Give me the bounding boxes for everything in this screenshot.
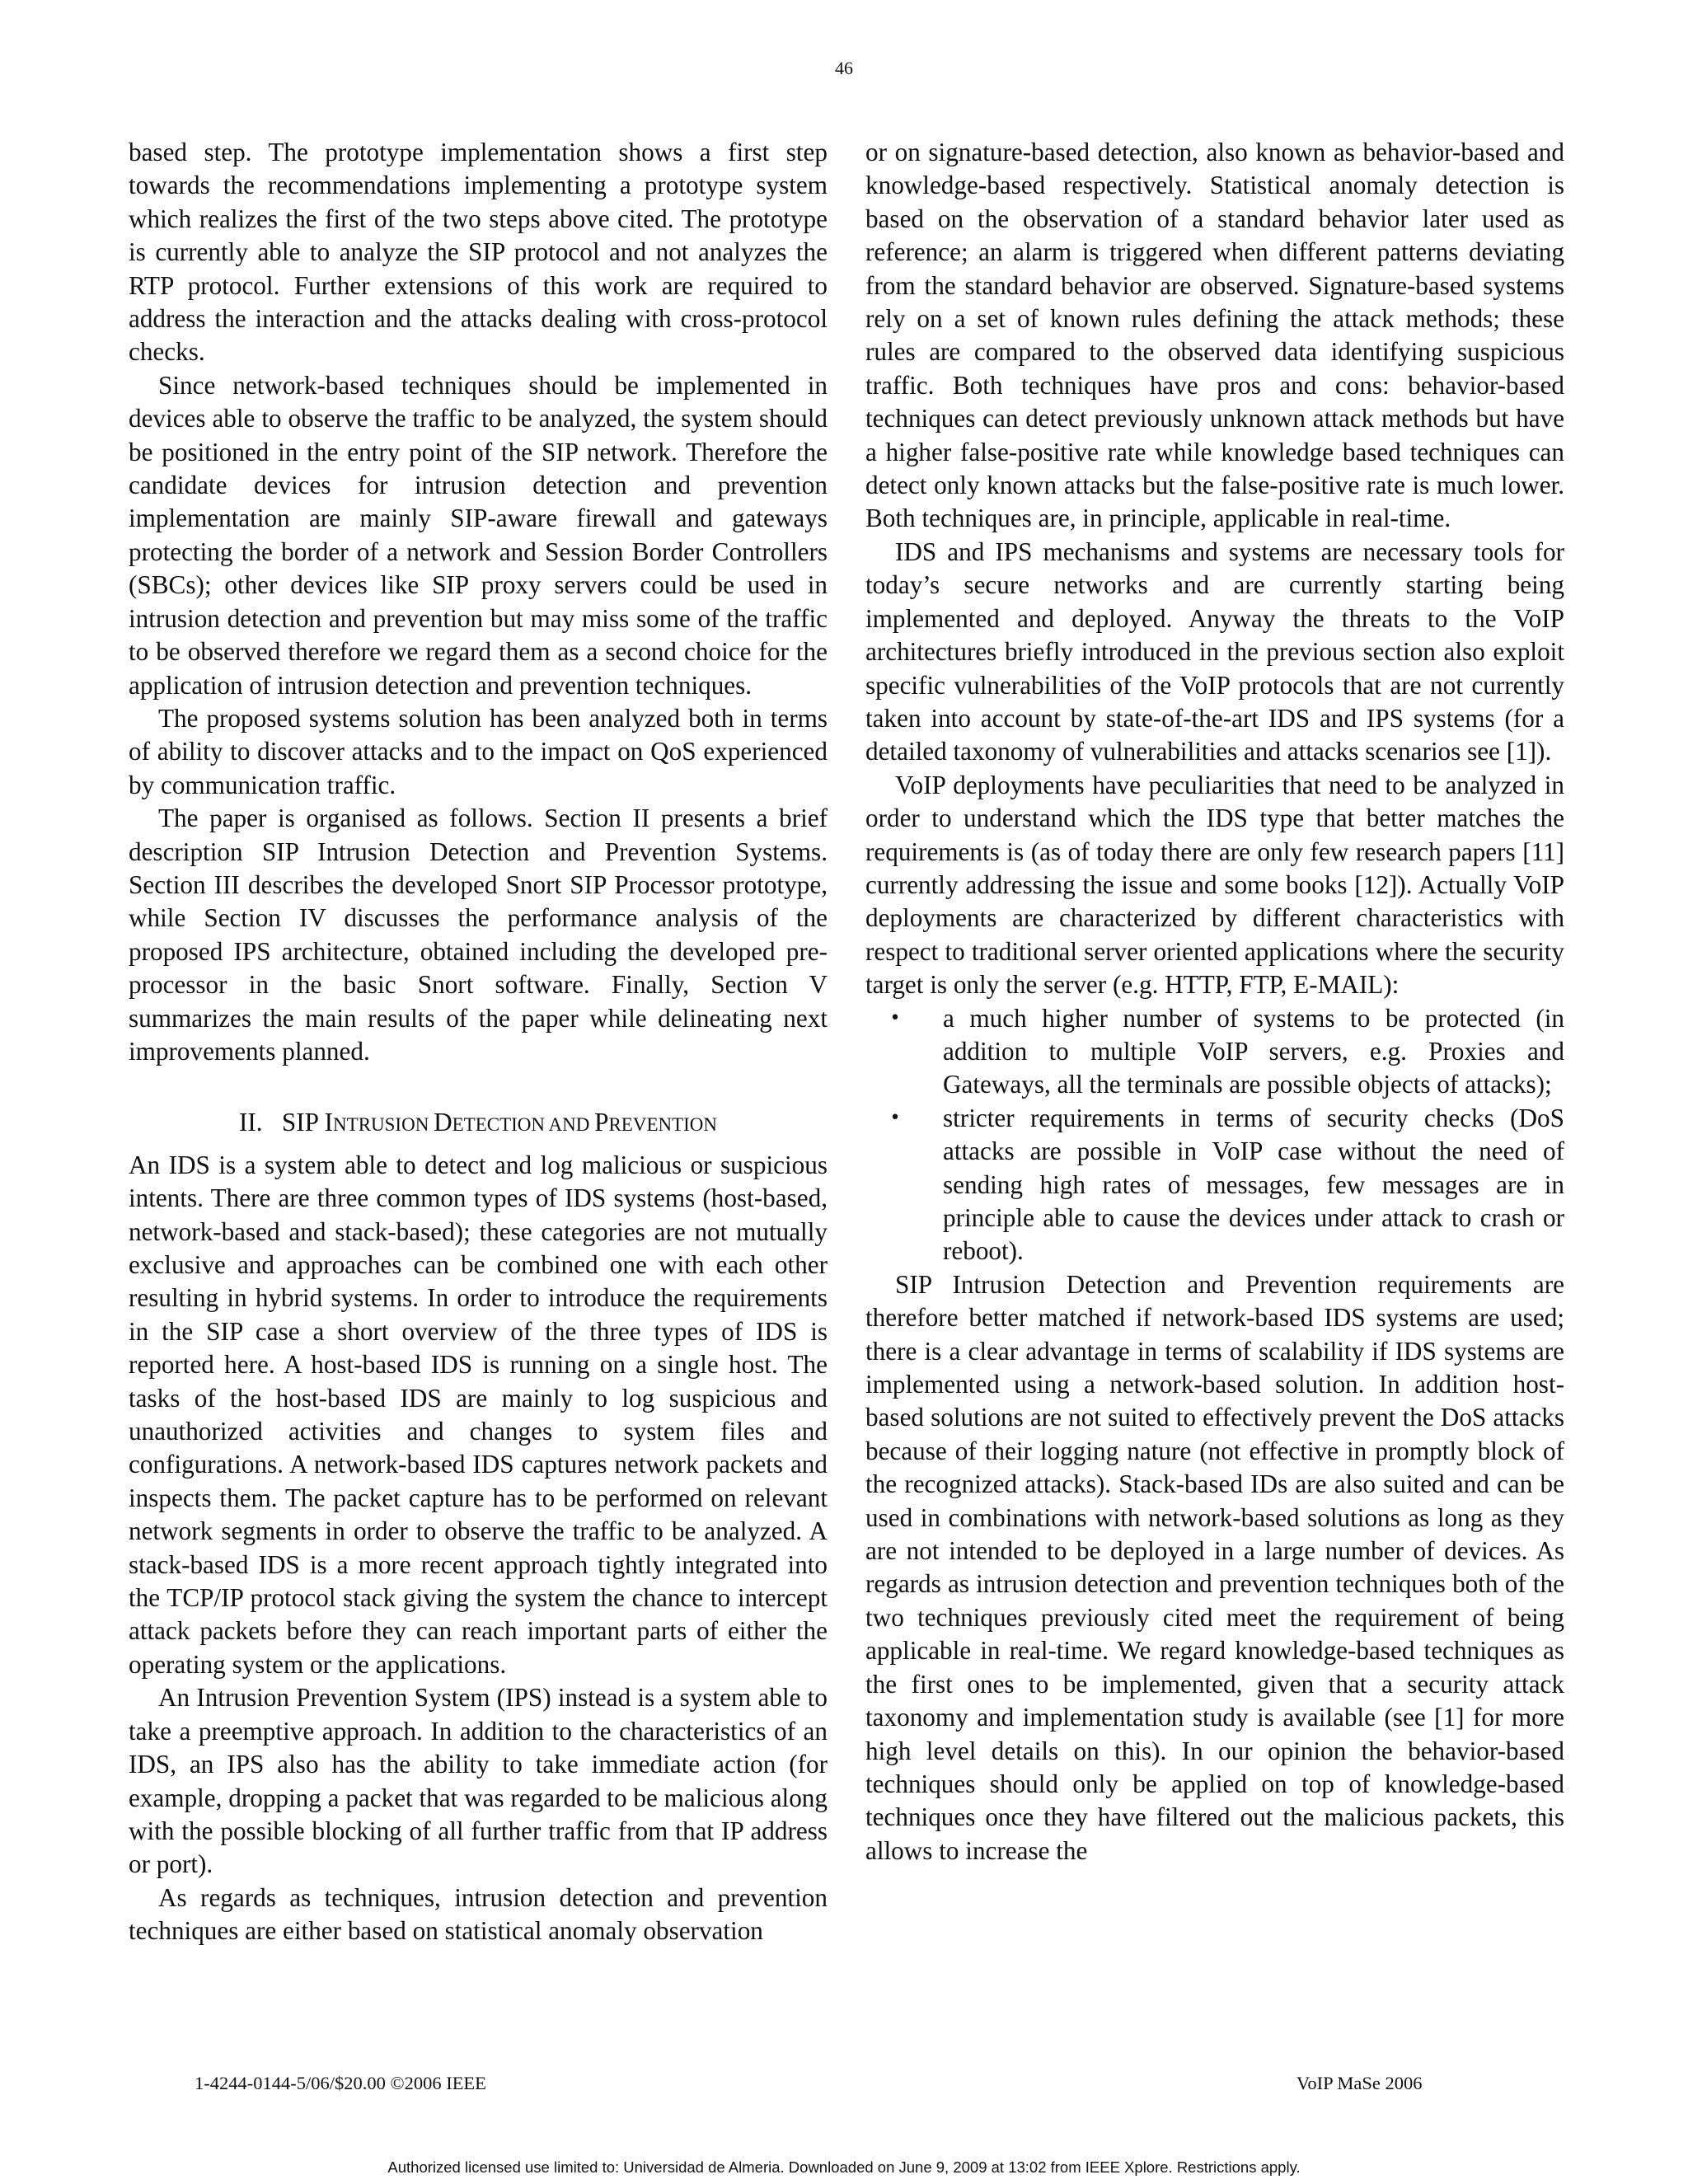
paragraph: As regards as techniques, intrusion detection and prevention techniques are either based on statistical anomaly observation xyxy=(129,1882,828,1946)
page-number: 46 xyxy=(835,58,853,78)
paragraph: SIP Intrusion Detection and Prevention requirements are therefore better matched if network-based IDS systems are used; there is a clear advantage in terms of scalability if IDS systems are implemented using a network-based solution. In addition host-based solutions are not suited to effectively prevent the DoS attacks because of their logging nature (not effective in promptly block of the recognized attacks). Stack-based IDs are also suited and can be used in combinations with network-based solutions as long as they are not intended to be deployed in a large number of devices. As regards as intrusion detection and prevention techniques both of the two techniques previously cited meet the requirement of being applicable in real-time. We regard knowledge-based techniques as the first ones to be implemented, given that a security attack taxonomy and implementation study is available (see [1] for more high level details on this). In our opinion the behavior-based techniques should only be applied on top of knowledge-based techniques once they have filtered out the malicious packets, this allows to increase the xyxy=(865,1269,1564,1865)
paragraph: IDS and IPS mechanisms and systems are necessary tools for today’s secure networks and are currently starting being implemented and deployed. Anyway the threats to the VoIP architectures briefly introduced in the previous section also exploit specific vulnerabilities of the VoIP protocols that are not currently taken into account by state-of-the-art IDS and IPS systems (for a detailed taxonomy of vulnerabilities and attacks scenarios see [1]). xyxy=(865,537,1564,766)
paragraph: The proposed systems solution has been analyzed both in terms of ability to discover attacks and to the impact on QoS experienced by communication traffic. xyxy=(129,703,828,799)
license-notice: Authorized licensed use limited to: Universidad de Almeria. Downloaded on June 9, 2009 at 13:02 from IEEE Xplore. Restrictions apply. xyxy=(387,2158,1301,2176)
list-item xyxy=(865,1002,1564,1102)
footer-conference: VoIP MaSe 2006 xyxy=(1296,2073,1423,2093)
paragraph: VoIP deployments have peculiarities that need to be analyzed in order to understand which the IDS type that better matches the requirements is (as of today there are only few research papers [11] currently addressing the issue and some books [12]). Actually VoIP deployments are characterized by different characteristics with respect to traditional server oriented applications where the security target is only the server (e.g. HTTP, FTP, E-MAIL): xyxy=(865,770,1564,1000)
list-item xyxy=(865,1102,1564,1268)
section-number: II. xyxy=(238,1108,263,1137)
paragraph: An IDS is a system able to detect and log malicious or suspicious intents. There are three common types of IDS systems (host-based, network-based and stack-based); these categories are not mutually exclusive and approaches can be combined one with each other resulting in hybrid systems. In order to introduce the requirements in the SIP case a short overview of the three types of IDS is reported here. A host-based IDS is running on a single host. The tasks of the host-based IDS are mainly to log suspicious and unauthorized activities and changes to system files and configurations. A network-based IDS captures network packets and inspects them. The packet capture has to be performed on relevant network segments in order to observe the traffic to be analyzed. A stack-based IDS is a more recent approach tightly integrated into the TCP/IP protocol stack giving the system the chance to intercept attack packets before they can reach important parts of either the operating system or the applications. xyxy=(129,1150,828,1679)
bullet-list xyxy=(865,1002,1564,1268)
bullet-icon: • xyxy=(889,1007,901,1029)
left-column xyxy=(129,136,828,1948)
list-item-text: a much higher number of systems to be protected (in addition to multiple VoIP servers, e.g. Proxies and Gateways, all the terminals are possible objects of attacks); xyxy=(943,1003,1564,1099)
paragraph: or on signature-based detection, also known as behavior-based and knowledge-based respectively. Statistical anomaly detection is based on the observation of a standard behavior later used as reference; an alarm is triggered when different patterns deviating from the standard behavior are observed. Signature-based systems rely on a set of known rules defining the attack methods; these rules are compared to the observed data identifying suspicious traffic. Both techniques have pros and cons: behavior-based techniques can detect previously unknown attack methods but have a higher false-positive rate while knowledge based techniques can detect only known attacks but the false-positive rate is much lower. Both techniques are, in principle, applicable in real-time. xyxy=(865,138,1564,533)
footer-copyright: 1-4244-0144-5/06/$20.00 ©2006 IEEE xyxy=(195,2073,486,2093)
paragraph: An Intrusion Prevention System (IPS) instead is a system able to take a preemptive approach. In addition to the characteristics of an IDS, an IPS also has the ability to take immediate action (for example, dropping a packet that was regarded to be malicious along with the possible blocking of all further traffic from that IP address or port). xyxy=(129,1683,828,1879)
paragraph: The paper is organised as follows. Section II presents a brief description SIP Intrusion Detection and Prevention Systems. Section III describes the developed Snort SIP Processor prototype, while Section IV discusses the performance analysis of the proposed IPS architecture, obtained including the developed pre-processor in the basic Snort software. Finally, Section V summarizes the main results of the paper while delineating next improvements planned. xyxy=(129,804,828,1066)
section-heading: II. SIP INTRUSION DETECTION AND PREVENTION xyxy=(238,1108,718,1137)
paragraph: based step. The prototype implementation shows a first step towards the recommendations implementing a prototype system which realizes the first of the two steps above cited. The prototype is currently able to analyze the SIP protocol and not analyzes the RTP protocol. Further extensions of this work are required to address the interaction and the attacks dealing with cross-protocol checks. xyxy=(129,138,828,367)
paragraph: Since network-based techniques should be implemented in devices able to observe the traffic to be analyzed, the system should be positioned in the entry point of the SIP network. Therefore the candidate devices for intrusion detection and prevention implementation are mainly SIP-aware firewall and gateways protecting the border of a network and Session Border Controllers (SBCs); other devices like SIP proxy servers could be used in intrusion detection and prevention but may miss some of the traffic to be observed therefore we regard them as a second choice for the application of intrusion detection and prevention techniques. xyxy=(129,370,828,700)
list-item-text: stricter requirements in terms of security checks (DoS attacks are possible in VoIP case without the need of sending high rates of messages, few messages are in principle able to cause the devices under attack to crash or reboot). xyxy=(943,1103,1564,1266)
right-column xyxy=(865,136,1564,1868)
bullet-icon: • xyxy=(889,1107,901,1128)
